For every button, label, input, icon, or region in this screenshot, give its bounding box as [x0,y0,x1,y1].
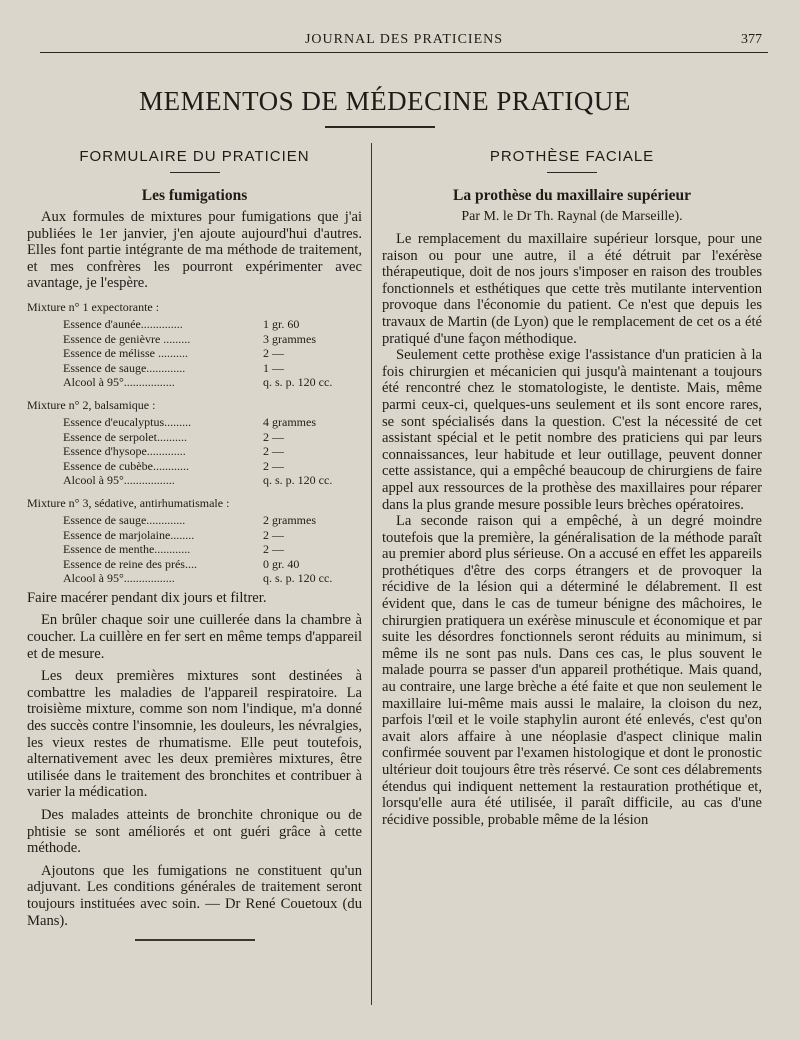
filter-instruction: Faire macérer pendant dix jours et filtrer. [27,589,267,606]
ingredient-qty: 2 — [263,444,284,459]
ingredient-qty: 2 — [263,527,284,542]
formula-row [27,528,362,543]
column-divider [371,143,372,1005]
byline: Par M. le Dr Th. Raynal (de Marseille). [461,209,683,224]
ingredient-name: Essence de sauge............. [63,512,186,527]
intro-paragraph: Aux formules de mixtures pour fumigations que j'ai publiées le 1er janvier, j'en ajoute aujourd'hui d'autres. Elles font partie intégrante de ma méthode de traitement, et mes confrères les pourront expérimenter avec avantage, je l'espère. [27,209,362,292]
ingredient-qty: 4 grammes [263,414,316,429]
formula-row [27,317,362,332]
formula-row [27,459,362,474]
title-rule [325,126,435,128]
formula-row [27,571,362,586]
ingredient-qty: 1 — [263,360,284,375]
ingredient-name: Alcool à 95°................. [63,571,175,586]
ingredient-name: Essence de cubèbe............ [63,458,189,473]
formula-row [27,542,362,557]
ingredient-name: Essence de reine des prés.... [63,556,197,571]
left-column [27,148,362,941]
ingredient-name: Essence d'aunée.............. [63,316,183,331]
formula-row [27,557,362,572]
mixture-block [27,300,362,390]
section-rule [547,172,597,173]
body-paragraph: Des malades atteints de bronchite chronique ou de phtisie se sont améliorés et ont guéri grâce à cette méthode. [27,807,362,857]
ingredient-name: Essence de sauge............. [63,360,186,375]
right-column [382,148,762,828]
article-end-rule [135,939,255,941]
ingredient-qty: q. s. p. 120 cc. [263,473,333,488]
ingredient-name: Alcool à 95°................. [63,375,175,390]
ingredient-qty: 1 gr. 60 [263,316,300,331]
ingredient-qty: 2 — [263,458,284,473]
body-paragraph-signature: Ajoutons que les fumigations ne constituent qu'un adjuvant. Les conditions générales de traitement seront toujours instituées avec soin. — Dr René Couetoux (du Mans). [27,862,362,929]
formula-row [27,430,362,445]
formula-row [27,332,362,347]
ingredient-name: Essence de serpolet.......... [63,429,187,444]
ingredient-name: Essence de menthe............ [63,542,191,557]
mixture-list [27,300,362,586]
ingredient-name: Essence de mélisse .......... [63,346,188,361]
body-paragraph: Les deux premières mixtures sont destinées à combattre les maladies de l'appareil respiratoire. La troisième mixture, comme son nom l'indique, m'a donné des succès contre l'insomnie, les douleurs, les névralgies, les vieux restes de rhumatisme. Elle peut toutefois, alternativement avec les deux premières mixtures, être utilisée dans le traitement des bronchites et contribuer à varier la médication. [27,668,362,801]
ingredient-qty: q. s. p. 120 cc. [263,571,333,586]
formula-row [27,513,362,528]
section-label-formulaire: FORMULAIRE DU PRATICIEN [79,148,310,165]
journal-name: JOURNAL DES PRATICIENS [304,32,504,47]
ingredient-qty: 2 — [263,429,284,444]
ingredient-name: Essence d'eucalyptus......... [63,414,192,429]
body-paragraph: Seulement cette prothèse exige l'assistance d'un praticien à la fois chirurgien et mécanicien qui jusqu'à maintenant a toujours été rencontré chez le stomatologiste, le dentiste. Mais, même parmi ceux-ci, quelques-uns seulement et ils sont encore rares, se sont spécialisés dans la question. C'est la nécessité de cet assistant spécial et le petit nombre des praticiens qui par leurs connaissances, leur habitude et leur outillage, peuvent donner cette assistance, qui a empêché beaucoup de chirurgiens de faire appel aux ressources de la prothèse des maxillaires pour réparer dans la plus grande mesure possible leurs brèches opératoires. [382,347,762,513]
formula-row [27,444,362,459]
ingredient-qty: 2 grammes [263,512,316,527]
formula-row [27,415,362,430]
section-label-prothese: PROTHÈSE FACIALE [489,148,655,165]
ingredient-qty: 0 gr. 40 [263,556,300,571]
ingredient-name: Essence de genièvre ......... [63,331,191,346]
mixture-title: Mixture n° 3, sédative, antirhumatismale : [27,495,230,510]
formula-row [27,361,362,376]
formula-row [27,346,362,361]
article-title-prothese: La prothèse du maxillaire supérieur [453,187,691,204]
ingredient-name: Alcool à 95°................. [63,473,175,488]
ingredient-qty: 2 — [263,542,284,557]
mixture-block [27,496,362,586]
ingredient-name: Essence de marjolaine........ [63,527,195,542]
formula-row [27,473,362,488]
ingredient-qty: 2 — [263,346,284,361]
article-title-fumigations: Les fumigations [141,187,248,204]
page-number: 377 [741,32,762,47]
mixture-title: Mixture n° 1 expectorante : [27,299,160,314]
running-header [40,28,768,53]
formula-row [27,375,362,390]
mixture-block [27,398,362,488]
ingredient-name: Essence d'hysope............. [63,444,186,459]
body-paragraph: La seconde raison qui a empêché, à un degré moindre toutefois que la première, la généralisation de la méthode paraît au premier abord plus sérieuse. On a accusé en effet les appareils prothétiques d'être des corps étrangers et de provoquer la récidive de la lésion qui a déterminé le délabrement. Il est évident que, dans le cas de tumeur bénigne des mâchoires, le chirurgien pratiquera un exérèse minuscule et économique et par suite les désordres fonctionnels seront réduits au minimum, si même ils ne sont pas nuls. Dans ces cas, le plus souvent le malade pourra se passer d'un appareil prothétique. Mais quand, au contraire, une large brèche a été faite et que non seulement le maxillaire lui-même mais aussi le malaire, la cloison du nez, parfois l'œil et le voile staphylin auront été enlevés, c'est qu'on avait alors affaire à une néoplasie d'aspect clinique malin confirmée souvent par l'examen histologique et dont le pronostic ultérieur doit toujours être très réservé. Ce sont ces délabrements étendus qui indiquent nettement la restauration prothétique et, lorsqu'elle aura été utilisée, il paraît difficile, au cas d'une récidive possible, probable même de la lésion [382,513,762,828]
ingredient-qty: q. s. p. 120 cc. [263,375,333,390]
ingredient-qty: 3 grammes [263,331,316,346]
page-title: MEMENTOS DE MÉDECINE PRATIQUE [139,86,631,116]
mixture-title: Mixture n° 2, balsamique : [27,397,156,412]
body-paragraph: En brûler chaque soir une cuillerée dans la chambre à coucher. La cuillère en fer sert en même temps d'appareil et de mesure. [27,612,362,662]
body-paragraph: Le remplacement du maxillaire supérieur lorsque, pour une raison ou pour une autre, il a été détruit par l'exérèse thérapeutique, doit de nos jours s'imposer en raison des troubles fonctionnels et esthétiques que cette très mutilante intervention provoque dans l'économie du patient. Ce n'est que depuis les travaux de Martin (de Lyon) que le remplacement de cet os a été pratiqué d'une façon méthodique. [382,231,762,347]
section-rule [170,172,220,173]
